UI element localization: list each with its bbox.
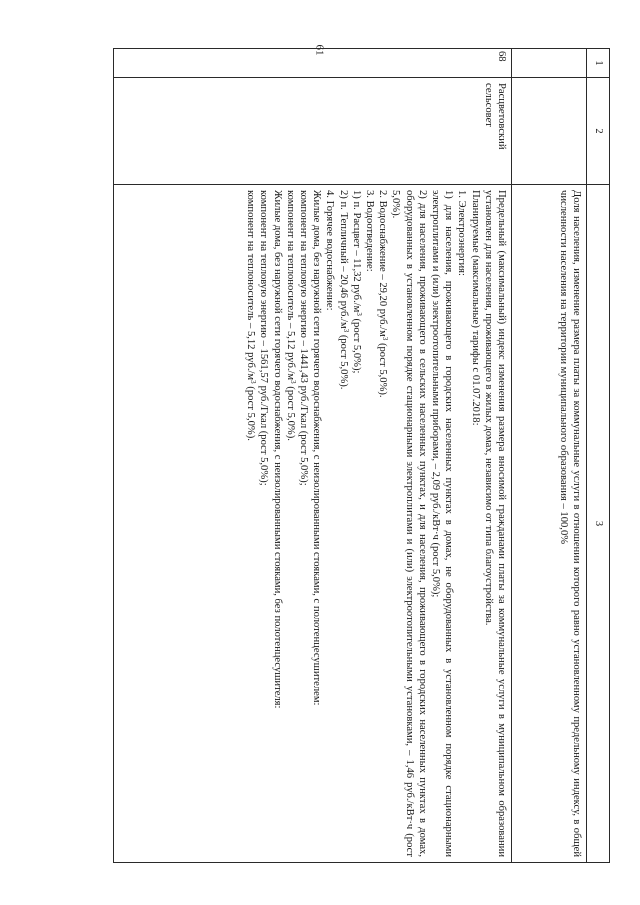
sewerage-teplichny-tail: (рост 5,0%).	[337, 332, 349, 390]
hot-water-with-dryer-title: Жилые дома, без наружной сети горячего водоснабжения, с неизолированными стояками, с полотенцесушителем:	[311, 190, 323, 706]
tariff-description-cell	[114, 185, 512, 863]
page-number: 61	[313, 44, 326, 56]
electricity-rural: 2) для населения, проживающего в сельских населенных пунктах, и для населения, проживающего в городских населенных пунктах в домах, оборудованных в установленном порядке стационарными электроплитами и (или) электроотопительными установками, – 1,46 руб./кВт·ч (рост 5,0%).	[390, 190, 428, 857]
table-row	[114, 49, 512, 863]
cube-sup: 3	[381, 336, 390, 341]
sewerage-rastsvet-line	[350, 190, 363, 857]
hot-water-with-dryer-heat: компонент на тепловую энергию – 1441,43 руб./Гкал (рост 5,0%);	[297, 190, 309, 486]
population-share-text: Доля населения, изменение размера платы за коммунальные услуги в отношении которого равно установленному предельному индексу, в общей численности населения на территории муниципального образования – 100,0%	[512, 185, 587, 863]
sewerage-teplichny-line	[336, 190, 349, 857]
sewerage-title: 3. Водоотведение:	[363, 190, 375, 272]
municipality-name: Расцветовский сельсовет	[114, 78, 512, 185]
hot-water-with-dryer-carrier-tail: (рост 5,0%).	[284, 383, 296, 441]
water-supply: 2. Водоснабжение – 29,20 руб./м	[377, 190, 389, 337]
header-col-3: 3	[587, 185, 610, 863]
hot-water-without-dryer-carrier-line	[244, 190, 257, 857]
cube-sup: 3	[249, 380, 258, 384]
sewerage-rastsvet: 1) п. Расцвет – 11,32 руб./м	[350, 190, 362, 313]
row-number-cell: 68	[114, 49, 512, 78]
cube-sup: 3	[341, 328, 350, 333]
sewerage-rastsvet-tail: (рост 5,0%);	[350, 315, 362, 374]
table-row	[512, 49, 587, 863]
water-supply-line	[376, 190, 389, 857]
row-number-cell	[512, 49, 587, 78]
hot-water-with-dryer-carrier: компонент на теплоноситель – 5,12 руб./м	[284, 190, 296, 381]
sewerage-teplichny: 2) п. Тепличный – 20,46 руб./м	[337, 190, 349, 329]
cube-sup: 3	[354, 312, 363, 316]
table-header-row	[587, 49, 610, 863]
hot-water-without-dryer-heat: компонент на тепловую энергию – 1561,57 руб./Гкал (рост 5,0%);	[258, 190, 270, 486]
tariffs-title: Планируемые (максимальные) тарифы с 01.07.2018:	[469, 190, 481, 426]
header-col-1: 1	[587, 49, 610, 78]
hot-water-title: 4. Горячее водоснабжение:	[324, 190, 336, 311]
electricity-urban: 1) для населения, проживающего в городских населенных пунктах в домах, не оборудованных в установленном порядке стационарными электроплитами и (или) электроотопительными приборами, – 2,09 руб./кВт·ч (рост 5,0%);	[429, 190, 455, 857]
hot-water-without-dryer-carrier: компонент на теплоноситель – 5,12 руб./м	[245, 190, 257, 381]
index-intro: Предельный (максимальный) индекс изменения размера вносимой гражданами платы за коммунальные услуги в муниципальном образовании установлен для населения, проживающего в жилых домах, независимо от типа благоустройства.	[482, 190, 507, 857]
water-supply-tail: (рост 5,0%).	[377, 340, 389, 398]
header-col-2: 2	[587, 78, 610, 185]
municipality-cell	[512, 78, 587, 185]
hot-water-without-dryer-carrier-tail: (рост 5,0%).	[245, 383, 257, 441]
electricity-title: 1. Электроэнергия:	[456, 190, 468, 276]
hot-water-with-dryer-carrier-line	[284, 190, 297, 857]
document-table-rotated	[113, 48, 610, 863]
hot-water-without-dryer-title: Жилые дома, без наружной сети горячего водоснабжения, с неизолированными стояками, без полотенцесушителя:	[271, 190, 283, 709]
cube-sup: 3	[288, 380, 297, 384]
tariff-table	[113, 48, 610, 863]
